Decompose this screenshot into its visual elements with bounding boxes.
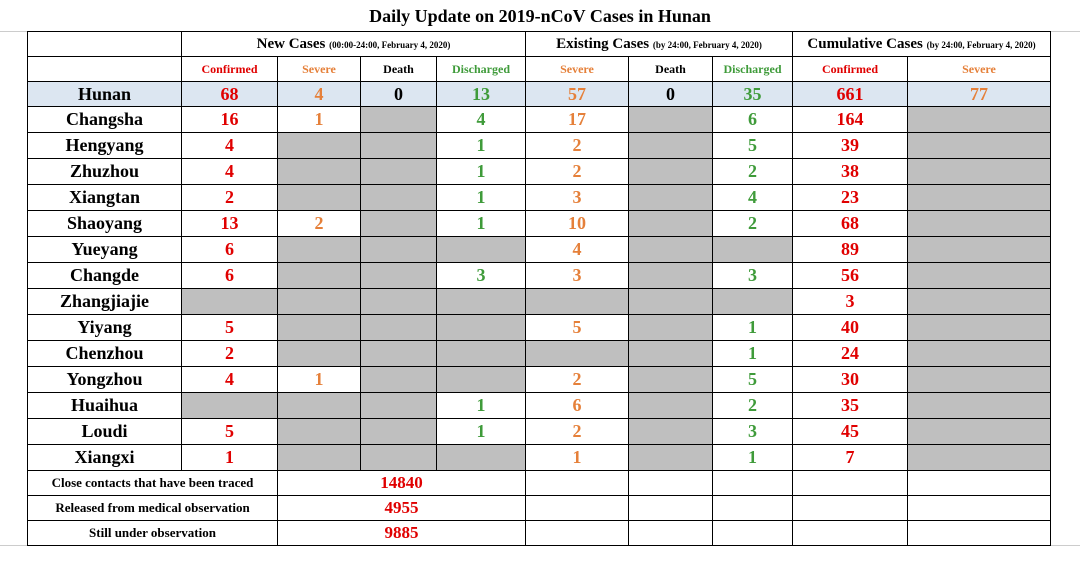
cell-cumulative-severe (908, 315, 1051, 341)
cell-existing-severe: 1 (526, 445, 629, 471)
city-row (28, 419, 1051, 445)
cell-cumulative-severe (908, 185, 1051, 211)
region-name: Huaihua (28, 393, 182, 419)
summary-value: 14840 (278, 471, 526, 496)
cell-cumulative-severe (908, 289, 1051, 315)
cell-existing-death (629, 341, 713, 367)
city-row (28, 237, 1051, 263)
cell-existing-discharged: 4 (713, 185, 793, 211)
region-name: Loudi (28, 419, 182, 445)
cell-new-severe (278, 393, 361, 419)
cell-existing-discharged: 1 (713, 445, 793, 471)
cell-new-death (361, 419, 437, 445)
cell-new-severe: 1 (278, 367, 361, 393)
cell-new-death (361, 393, 437, 419)
cell-new-discharged (437, 315, 526, 341)
cell-new-discharged: 1 (437, 393, 526, 419)
cell-new-discharged: 13 (437, 82, 526, 107)
cell-existing-death (629, 419, 713, 445)
region-name: Chenzhou (28, 341, 182, 367)
corner-cell (28, 32, 182, 57)
cell-existing-severe (526, 289, 629, 315)
cell-cumulative-severe (908, 133, 1051, 159)
cell-new-confirmed: 16 (182, 107, 278, 133)
col-new-confirmed: Confirmed (182, 57, 278, 82)
cell-cumulative-confirmed: 45 (793, 419, 908, 445)
summary-value: 9885 (278, 521, 526, 546)
region-name: Yongzhou (28, 367, 182, 393)
empty-cell (713, 521, 793, 546)
cases-table (27, 31, 1051, 546)
col-new-death: Death (361, 57, 437, 82)
region-name: Changsha (28, 107, 182, 133)
cell-existing-death (629, 185, 713, 211)
cell-new-discharged: 1 (437, 419, 526, 445)
region-name: Shaoyang (28, 211, 182, 237)
cell-new-confirmed: 6 (182, 237, 278, 263)
cumulative-cases-header: Cumulative Cases (by 24:00, February 4, 2020) (793, 32, 1051, 57)
cell-existing-death (629, 367, 713, 393)
cell-new-confirmed: 5 (182, 419, 278, 445)
cell-cumulative-severe (908, 159, 1051, 185)
cell-new-confirmed: 4 (182, 133, 278, 159)
cell-existing-discharged: 6 (713, 107, 793, 133)
cell-new-discharged (437, 445, 526, 471)
cell-existing-discharged: 2 (713, 393, 793, 419)
cell-existing-death (629, 237, 713, 263)
region-name: Changde (28, 263, 182, 289)
cell-existing-death (629, 107, 713, 133)
col-existing-death: Death (629, 57, 713, 82)
cell-new-severe (278, 315, 361, 341)
city-row (28, 211, 1051, 237)
cell-cumulative-confirmed: 23 (793, 185, 908, 211)
col-cumulative-severe: Severe (908, 57, 1051, 82)
cell-cumulative-severe (908, 445, 1051, 471)
cell-existing-severe: 3 (526, 185, 629, 211)
empty-cell (629, 521, 713, 546)
cell-new-confirmed: 4 (182, 159, 278, 185)
empty-cell (793, 496, 908, 521)
summary-label: Released from medical observation (28, 496, 278, 521)
city-row (28, 315, 1051, 341)
cell-existing-severe: 57 (526, 82, 629, 107)
cell-cumulative-severe (908, 211, 1051, 237)
region-name: Zhuzhou (28, 159, 182, 185)
cell-new-confirmed: 13 (182, 211, 278, 237)
cell-new-discharged: 1 (437, 133, 526, 159)
cell-new-severe: 4 (278, 82, 361, 107)
cell-existing-discharged: 2 (713, 211, 793, 237)
cell-cumulative-confirmed: 40 (793, 315, 908, 341)
cell-existing-death (629, 289, 713, 315)
cell-cumulative-confirmed: 164 (793, 107, 908, 133)
empty-cell (526, 496, 629, 521)
cell-existing-discharged: 3 (713, 263, 793, 289)
cell-new-death (361, 185, 437, 211)
cell-new-death (361, 263, 437, 289)
cell-new-severe: 2 (278, 211, 361, 237)
page-title: Daily Update on 2019-nCoV Cases in Hunan (369, 6, 711, 26)
city-row (28, 133, 1051, 159)
empty-cell (793, 471, 908, 496)
col-new-severe: Severe (278, 57, 361, 82)
cell-cumulative-confirmed: 661 (793, 82, 908, 107)
cell-new-death (361, 107, 437, 133)
cell-new-severe: 1 (278, 107, 361, 133)
cell-new-severe (278, 289, 361, 315)
cell-existing-discharged (713, 289, 793, 315)
cell-existing-severe: 2 (526, 367, 629, 393)
cell-cumulative-severe: 77 (908, 82, 1051, 107)
subheader-row (28, 57, 1051, 82)
cell-existing-severe: 5 (526, 315, 629, 341)
city-row (28, 393, 1051, 419)
cell-existing-severe: 17 (526, 107, 629, 133)
cell-cumulative-severe (908, 393, 1051, 419)
corner-cell (28, 57, 182, 82)
cell-cumulative-confirmed: 39 (793, 133, 908, 159)
cell-existing-death (629, 445, 713, 471)
city-row (28, 159, 1051, 185)
cell-new-severe (278, 185, 361, 211)
cell-new-severe (278, 263, 361, 289)
col-new-discharged: Discharged (437, 57, 526, 82)
cell-new-discharged (437, 237, 526, 263)
cell-new-confirmed: 4 (182, 367, 278, 393)
summary-row (28, 471, 1051, 496)
city-row (28, 445, 1051, 471)
empty-cell (629, 471, 713, 496)
cell-cumulative-confirmed: 3 (793, 289, 908, 315)
empty-cell (908, 471, 1051, 496)
cell-new-discharged: 1 (437, 211, 526, 237)
region-name: Hunan (28, 82, 182, 107)
cell-new-discharged: 3 (437, 263, 526, 289)
cell-new-confirmed: 2 (182, 185, 278, 211)
summary-label: Still under observation (28, 521, 278, 546)
cell-new-confirmed: 5 (182, 315, 278, 341)
cell-existing-severe: 2 (526, 419, 629, 445)
cell-existing-death (629, 393, 713, 419)
cell-new-severe (278, 341, 361, 367)
empty-cell (526, 521, 629, 546)
city-row (28, 289, 1051, 315)
region-name: Yueyang (28, 237, 182, 263)
cell-existing-discharged: 5 (713, 133, 793, 159)
cell-existing-discharged: 2 (713, 159, 793, 185)
cell-existing-severe: 4 (526, 237, 629, 263)
cell-cumulative-confirmed: 38 (793, 159, 908, 185)
cell-cumulative-confirmed: 56 (793, 263, 908, 289)
summary-label: Close contacts that have been traced (28, 471, 278, 496)
cell-existing-death (629, 133, 713, 159)
cell-new-death (361, 133, 437, 159)
summary-row (28, 496, 1051, 521)
cell-new-death (361, 341, 437, 367)
empty-cell (908, 521, 1051, 546)
cell-new-confirmed: 68 (182, 82, 278, 107)
city-row (28, 367, 1051, 393)
cell-cumulative-severe (908, 237, 1051, 263)
region-name: Zhangjiajie (28, 289, 182, 315)
cell-existing-discharged: 1 (713, 341, 793, 367)
cell-cumulative-severe (908, 107, 1051, 133)
cell-new-severe (278, 237, 361, 263)
summary-row (28, 521, 1051, 546)
cell-new-discharged: 1 (437, 185, 526, 211)
city-row (28, 107, 1051, 133)
city-row (28, 185, 1051, 211)
cell-existing-severe (526, 341, 629, 367)
empty-cell (908, 496, 1051, 521)
cell-new-severe (278, 133, 361, 159)
cell-cumulative-severe (908, 367, 1051, 393)
cell-existing-death: 0 (629, 82, 713, 107)
cell-new-death: 0 (361, 82, 437, 107)
empty-cell (526, 471, 629, 496)
cell-new-severe (278, 159, 361, 185)
cell-existing-discharged: 5 (713, 367, 793, 393)
cell-cumulative-confirmed: 30 (793, 367, 908, 393)
existing-cases-header: Existing Cases (by 24:00, February 4, 2020) (526, 32, 793, 57)
col-existing-discharged: Discharged (713, 57, 793, 82)
cell-new-discharged (437, 367, 526, 393)
cell-new-death (361, 211, 437, 237)
cell-existing-discharged: 3 (713, 419, 793, 445)
cell-cumulative-severe (908, 341, 1051, 367)
city-row (28, 341, 1051, 367)
cell-new-confirmed (182, 393, 278, 419)
col-existing-severe: Severe (526, 57, 629, 82)
cell-new-discharged (437, 341, 526, 367)
cell-new-death (361, 367, 437, 393)
cell-new-death (361, 289, 437, 315)
cell-existing-death (629, 159, 713, 185)
group-header-row (28, 32, 1051, 57)
region-name: Yiyang (28, 315, 182, 341)
region-name: Xiangxi (28, 445, 182, 471)
cell-new-discharged: 1 (437, 159, 526, 185)
cell-existing-discharged: 1 (713, 315, 793, 341)
cell-existing-severe: 2 (526, 133, 629, 159)
summary-value: 4955 (278, 496, 526, 521)
cell-new-death (361, 315, 437, 341)
region-name: Xiangtan (28, 185, 182, 211)
empty-cell (713, 496, 793, 521)
cell-new-confirmed: 1 (182, 445, 278, 471)
empty-cell (713, 471, 793, 496)
cell-new-confirmed: 2 (182, 341, 278, 367)
city-row (28, 263, 1051, 289)
empty-cell (629, 496, 713, 521)
cell-cumulative-confirmed: 89 (793, 237, 908, 263)
cell-new-death (361, 237, 437, 263)
cell-existing-severe: 6 (526, 393, 629, 419)
col-cumulative-confirmed: Confirmed (793, 57, 908, 82)
cell-existing-death (629, 211, 713, 237)
cell-new-discharged (437, 289, 526, 315)
cell-new-death (361, 445, 437, 471)
cell-existing-discharged (713, 237, 793, 263)
cell-existing-severe: 2 (526, 159, 629, 185)
cell-new-confirmed (182, 289, 278, 315)
region-name: Hengyang (28, 133, 182, 159)
cell-new-severe (278, 445, 361, 471)
cell-new-discharged: 4 (437, 107, 526, 133)
cell-cumulative-severe (908, 263, 1051, 289)
cell-cumulative-confirmed: 7 (793, 445, 908, 471)
cell-existing-death (629, 263, 713, 289)
province-row (28, 82, 1051, 107)
cell-cumulative-confirmed: 35 (793, 393, 908, 419)
cell-existing-severe: 10 (526, 211, 629, 237)
empty-cell (793, 521, 908, 546)
new-cases-header: New Cases (00:00-24:00, February 4, 2020) (182, 32, 526, 57)
cell-existing-severe: 3 (526, 263, 629, 289)
cell-cumulative-severe (908, 419, 1051, 445)
cell-cumulative-confirmed: 68 (793, 211, 908, 237)
cell-new-death (361, 159, 437, 185)
cell-new-confirmed: 6 (182, 263, 278, 289)
cell-existing-discharged: 35 (713, 82, 793, 107)
cell-cumulative-confirmed: 24 (793, 341, 908, 367)
cell-new-severe (278, 419, 361, 445)
cell-existing-death (629, 315, 713, 341)
